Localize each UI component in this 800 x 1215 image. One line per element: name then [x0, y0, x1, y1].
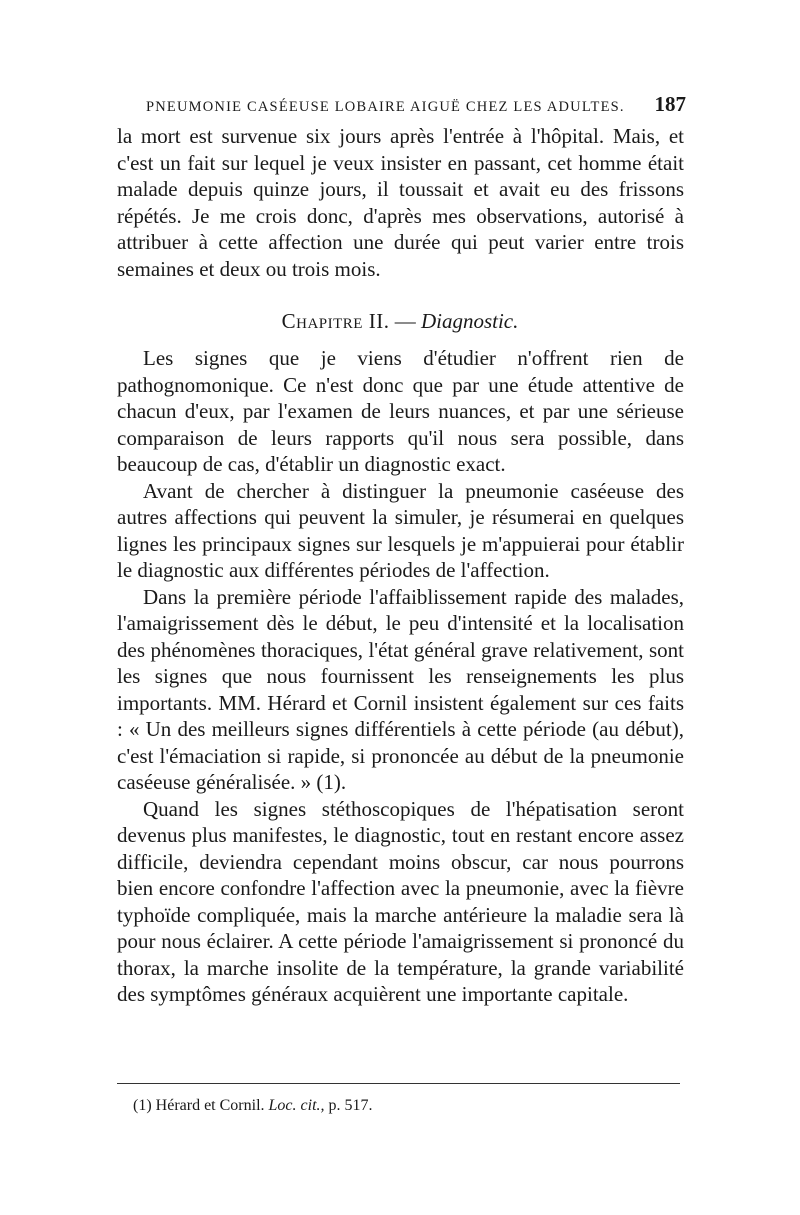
paragraph: Quand les signes stéthoscopiques de l'hépatisation seront devenus plus manifestes, le diagnostic, tout en restant encore assez difficile, deviendra cependant moins obscur, car nous pourrons bien encore confondre l'affection avec la pneumonie, avec la fièvre typhoïde compliquée, mais la marche antérieure la maladie sera là pour nous éclairer. A cette période l'amaigrissement si prononcé du thorax, la marche insolite de la température, la grande variabilité des symptômes généraux acquièrent une importante capitale.: [117, 796, 684, 1006]
footnote-rule: [117, 1083, 680, 1084]
paragraph-continuation: [117, 123, 684, 282]
chapter-dash: —: [394, 309, 416, 333]
footnote-ref: Loc. cit.,: [268, 1097, 325, 1114]
page-number: 187: [654, 92, 686, 116]
footnote-authors: Hérard et Cornil.: [155, 1097, 265, 1114]
chapter-title: Diagnostic.: [420, 309, 519, 333]
paragraph: Dans la première période l'affaiblissement rapide des malades, l'amaigrissement dès le début, le peu d'intensité et la localisation des phénomènes thoraciques, l'état général grave relativement, sont les signes que nous fournissent les renseignements les plus importants. MM. Hérard et Cornil insistent également sur ces faits : « Un des meilleurs signes différentiels à cette période (au début), c'est l'émaciation si rapide, si prononcée au début de la pneumonie caséeuse généralisée. » (1).: [117, 584, 684, 794]
footnote-page: p. 517.: [328, 1097, 373, 1114]
footnote: [133, 1097, 373, 1115]
running-header: [146, 92, 686, 117]
footnote-marker: (1): [133, 1097, 152, 1114]
paragraph: la mort est survenue six jours après l'entrée à l'hôpital. Mais, et c'est un fait sur lequel je veux insister en passant, cet homme était malade depuis quinze jours, il toussait et avait eu des frissons répétés. Je me crois donc, d'après mes observations, autorisé à attribuer à cette affection une durée qui peut varier entre trois semaines et deux ou trois mois.: [117, 124, 684, 281]
chapter-label: Chapitre II.: [281, 309, 390, 333]
paragraph: Avant de chercher à distinguer la pneumonie caséeuse des autres affections qui peuvent la simuler, je résumerai en quelques lignes les principaux signes sur lesquels je m'appuierai pour établir le diagnostic aux différentes périodes de l'affection.: [117, 478, 684, 582]
chapter-heading: [0, 308, 800, 334]
main-text: [117, 345, 684, 1008]
running-title: PNEUMONIE CASÉEUSE LOBAIRE AIGUË CHEZ LES ADULTES.: [146, 99, 625, 115]
paragraph: Les signes que je viens d'étudier n'offrent rien de pathognomonique. Ce n'est donc que par une étude attentive de chacun d'eux, par l'examen de leurs nuances, et par une sérieuse comparaison de leurs rapports qu'il nous sera possible, dans beaucoup de cas, d'établir un diagnostic exact.: [117, 346, 684, 476]
